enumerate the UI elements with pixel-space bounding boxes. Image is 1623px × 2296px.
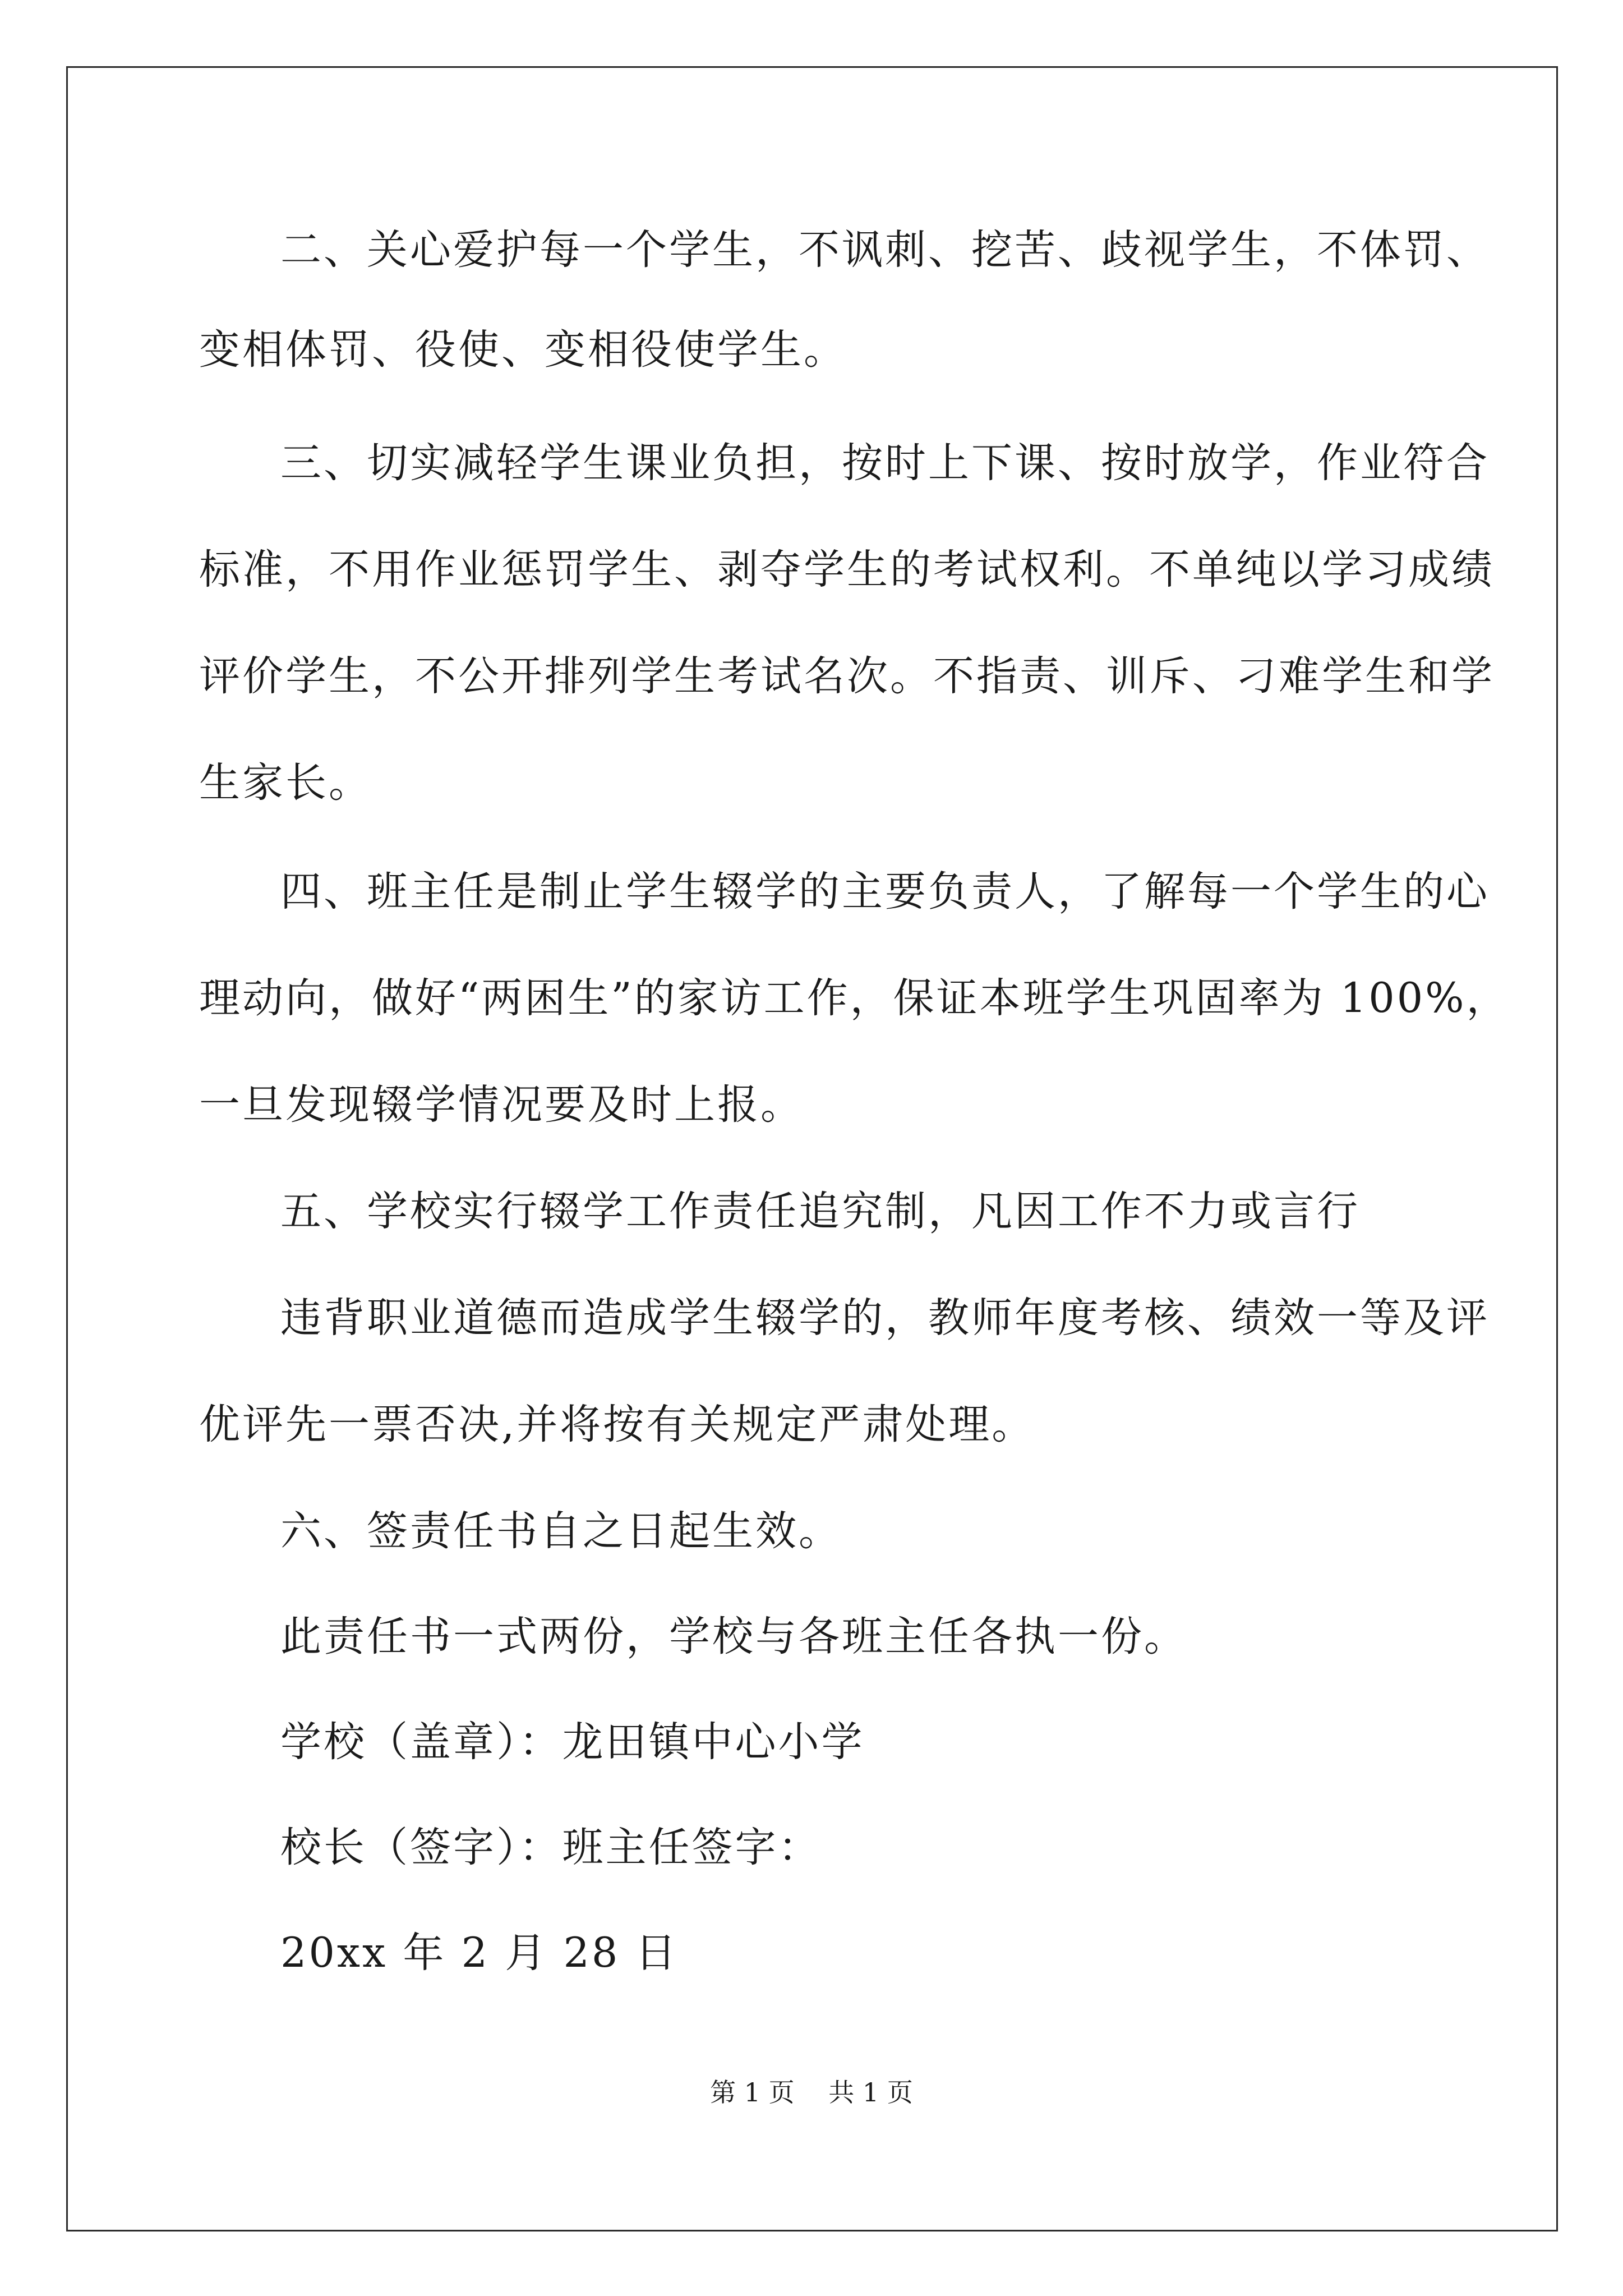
paragraph-3-line-1: 三、切实减轻学生课业负担，按时上下课、按时放学，作业符合 (280, 439, 1490, 487)
paragraph-5-line-1: 五、学校实行辍学工作责任追究制，凡因工作不力或言行 (280, 1188, 1360, 1235)
paragraph-3-line-4: 生家长。 (199, 759, 372, 807)
paragraph-4-line-3: 一旦发现辍学情况要及时上报。 (199, 1081, 804, 1129)
paragraph-2-line-1: 二、关心爱护每一个学生，不讽刺、挖苦、歧视学生，不体罚、 (280, 226, 1490, 274)
paragraph-3-line-3: 评价学生，不公开排列学生考试名次。不指责、训斥、刁难学生和学 (199, 652, 1495, 700)
copies-note: 此责任书一式两份，学校与各班主任各执一份。 (280, 1613, 1187, 1660)
paragraph-5-line-3: 优评先一票否决,并将按有关规定严肃处理。 (199, 1401, 1035, 1448)
paragraph-3-line-2: 标准，不用作业惩罚学生、剥夺学生的考试权利。不单纯以学习成绩 (199, 546, 1495, 593)
paragraph-2-line-2: 变相体罚、役使、变相役使学生。 (199, 326, 847, 374)
paragraph-6: 六、签责任书自之日起生效。 (280, 1507, 842, 1555)
page-border (66, 66, 1558, 2231)
date-line: 20xx 年 2 月 28 日 (280, 1929, 679, 1977)
paragraph-4-line-2: 理动向，做好“两困生”的家访工作，保证本班学生巩固率为 100%， (199, 974, 1510, 1022)
signature-line: 校长（签字）：班主任签字： (280, 1824, 822, 1871)
paragraph-5-line-2: 违背职业道德而造成学生辍学的，教师年度考核、绩效一等及评 (280, 1294, 1490, 1342)
page-footer: 第 1 页 共 1 页 (710, 2077, 913, 2108)
paragraph-4-line-1: 四、班主任是制止学生辍学的主要负责人，了解每一个学生的心 (280, 868, 1490, 915)
school-seal-line: 学校（盖章）：龙田镇中心小学 (280, 1718, 865, 1766)
